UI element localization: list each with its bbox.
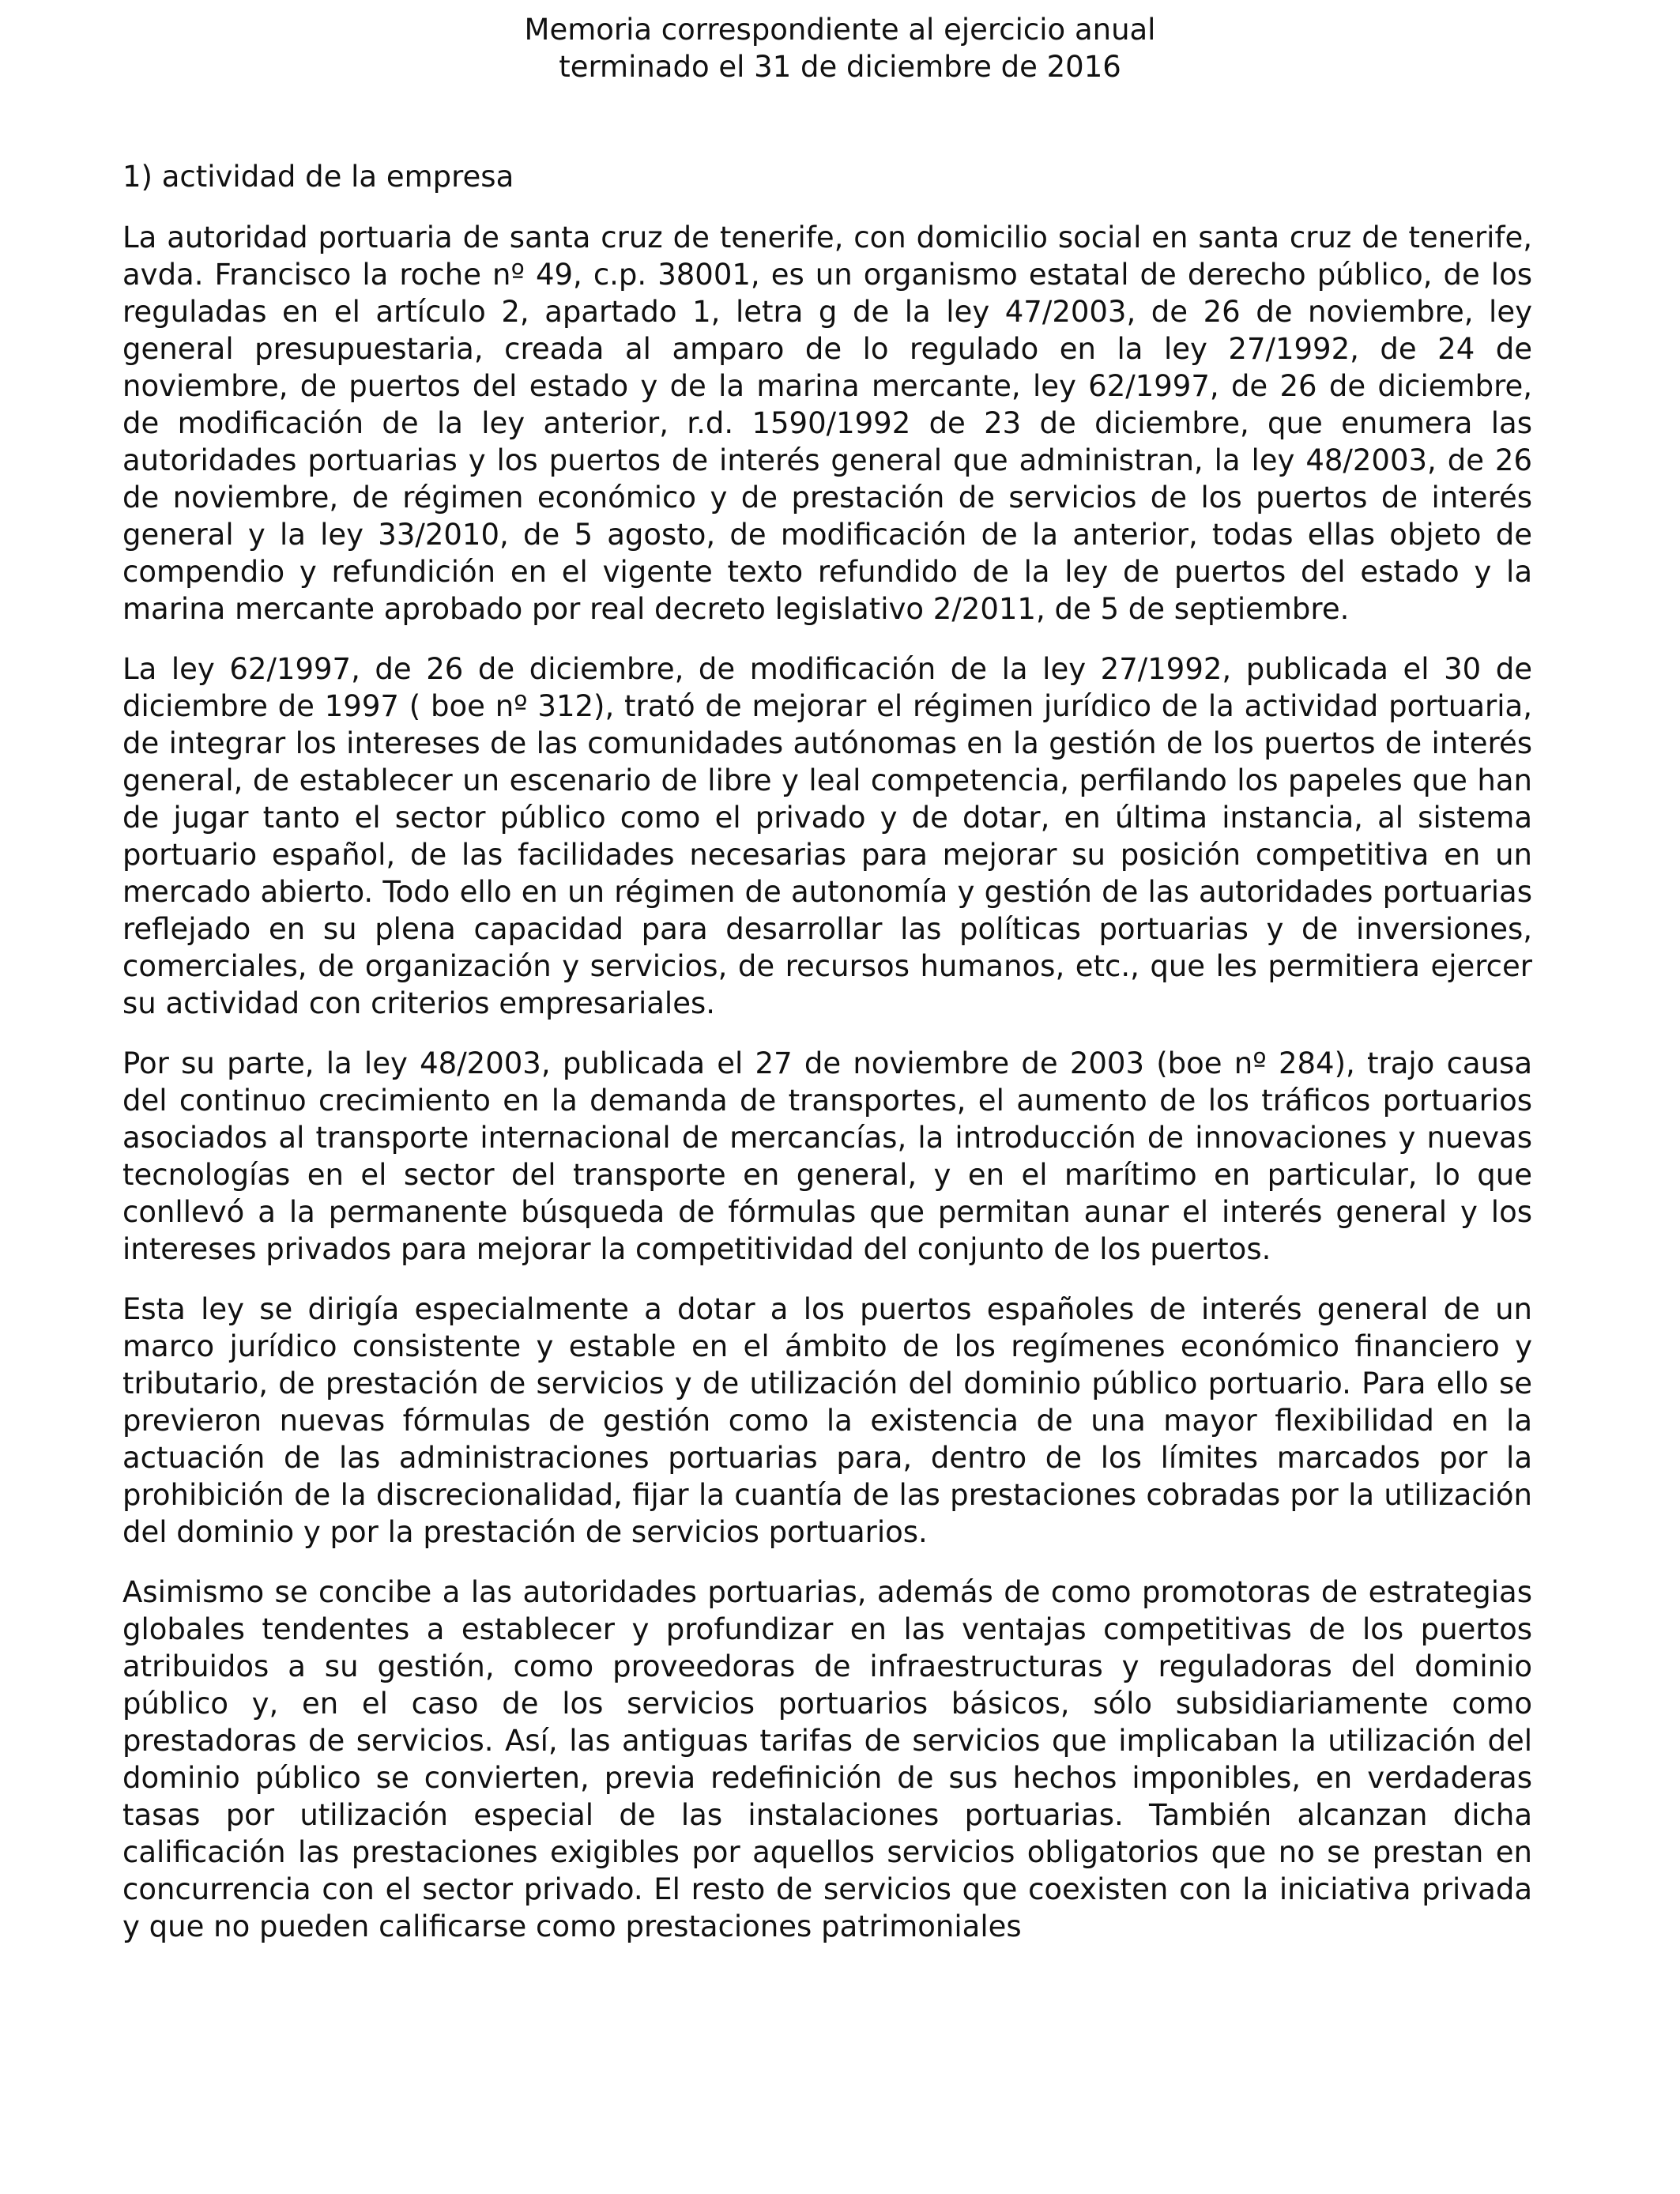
header-line-2: terminado el 31 de diciembre de 2016 [559,50,1121,84]
page-header [0,11,1680,85]
document-body [122,158,1532,1968]
section-title: 1) actividad de la empresa [122,160,514,194]
paragraph-3: Por su parte, la ley 48/2003, publicada el 27 de noviembre de 2003 (boe nº 284), trajo causa del continuo crecimiento en la demanda de transportes, el aumento de los tráficos portuarios asociados al transporte internacional de mercancías, la introducción de innovaciones y nuevas tecnologías en el sector del transporte en general, y en el marítimo en particular, lo que conllevó a la permanente búsqueda de fórmulas que permitan aunar el interés general y los intereses privados para mejorar la competitividad del conjunto de los puertos. [122,1046,1532,1266]
paragraph-2: La ley 62/1997, de 26 de diciembre, de modificación de la ley 27/1992, publicada el 30 de diciembre de 1997 ( boe nº 312), trató de mejorar el régimen jurídico de la actividad portuaria, de integrar los intereses de las comunidades autónomas en la gestión de los puertos de interés general, de establecer un escenario de libre y leal competencia, perfilando los papeles que han de jugar tanto el sector público como el privado y de dotar, en última instancia, al sistema portuario español, de las facilidades necesarias para mejorar su posición competitiva en un mercado abierto. Todo ello en un régimen de autonomía y gestión de las autoridades portuarias reflejado en su plena capacidad para desarrollar las políticas portuarias y de inversiones, comerciales, de organización y servicios, de recursos humanos, etc., que les permitiera ejercer su actividad con criterios empresariales. [122,652,1532,1020]
paragraph-4: Esta ley se dirigía especialmente a dotar a los puertos españoles de interés general de un marco jurídico consistente y estable en el ámbito de los regímenes económico financiero y tributario, de prestación de servicios y de utilización del dominio público portuario. Para ello se previeron nuevas fórmulas de gestión como la existencia de una mayor flexibilidad en la actuación de las administraciones portuarias para, dentro de los límites marcados por la prohibición de la discrecionalidad, fijar la cuantía de las prestaciones cobradas por la utilización del dominio y por la prestación de servicios portuarios. [122,1292,1532,1549]
paragraph-5: Asimismo se concibe a las autoridades portuarias, además de como promotoras de estrategias globales tendentes a establecer y profundizar en las ventajas competitivas de los puertos atribuidos a su gestión, como proveedoras de infraestructuras y reguladoras del dominio público y, en el caso de los servicios portuarios básicos, sólo subsidiariamente como prestadoras de servicios. Así, las antiguas tarifas de servicios que implicaban la utilización del dominio público se convierten, previa redefinición de sus hechos imponibles, en verdaderas tasas por utilización especial de las instalaciones portuarias. También alcanzan dicha calificación las prestaciones exigibles por aquellos servicios obligatorios que no se prestan en concurrencia con el sector privado. El resto de servicios que coexisten con la iniciativa privada y que no pueden calificarse como prestaciones patrimoniales [122,1575,1532,1943]
paragraph-1: La autoridad portuaria de santa cruz de tenerife, con domicilio social en santa cruz de tenerife, avda. Francisco la roche nº 49, c.p. 38001, es un organismo estatal de derecho público, de los reguladas en el artículo 2, apartado 1, letra g de la ley 47/2003, de 26 de noviembre, ley general presupuestaria, creada al amparo de lo regulado en la ley 27/1992, de 24 de noviembre, de puertos del estado y de la marina mercante, ley 62/1997, de 26 de diciembre, de modificación de la ley anterior, r.d. 1590/1992 de 23 de diciembre, que enumera las autoridades portuarias y los puertos de interés general que administran, la ley 48/2003, de 26 de noviembre, de régimen económico y de prestación de servicios de los puertos de interés general y la ley 33/2010, de 5 agosto, de modificación de la anterior, todas ellas objeto de compendio y refundición en el vigente texto refundido de la ley de puertos del estado y la marina mercante aprobado por real decreto legislativo 2/2011, de 5 de septiembre. [122,221,1532,626]
header-line-1: Memoria correspondiente al ejercicio anual [524,13,1156,47]
